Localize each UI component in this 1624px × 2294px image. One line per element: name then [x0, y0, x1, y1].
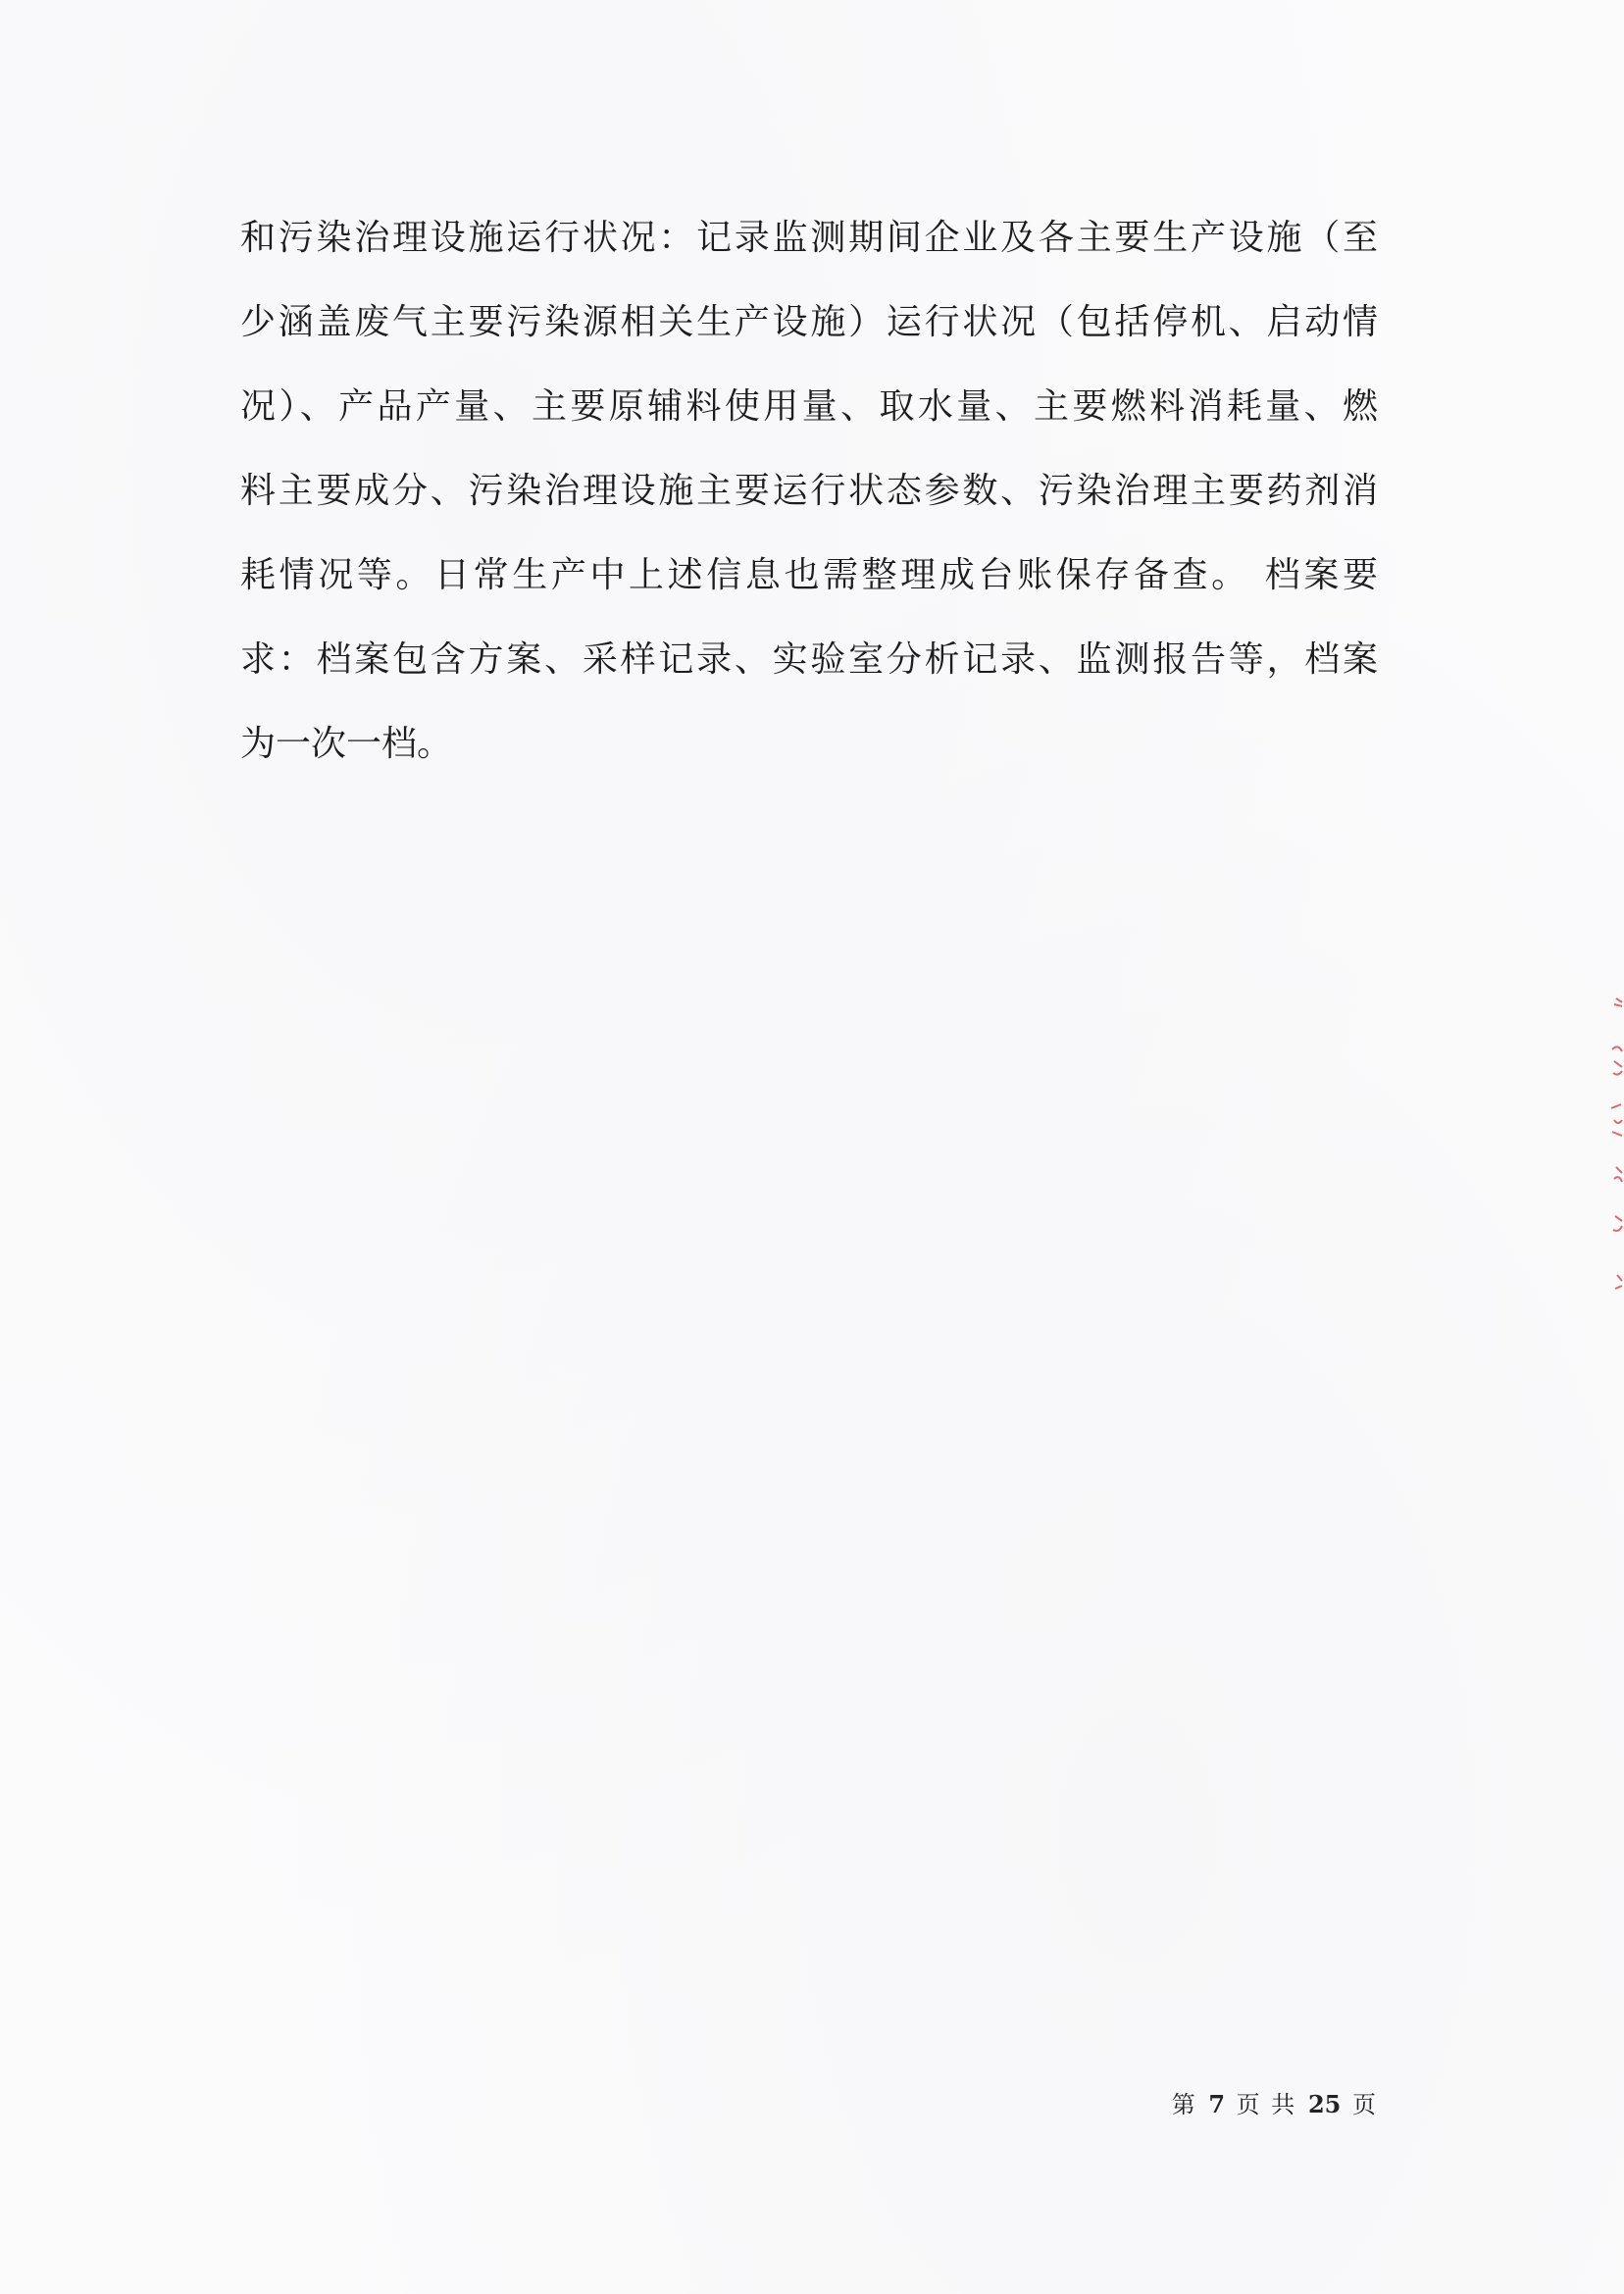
footer-prefix: 第: [1171, 2091, 1197, 2118]
seal-stamp-edge: [1602, 991, 1624, 1304]
footer-middle: 页 共: [1236, 2091, 1297, 2118]
paragraph-line-4: 料主要成分、污染治理设施主要运行状态参数、污染治理主要药剂消: [240, 471, 1378, 511]
total-page-number: 25: [1307, 2090, 1342, 2118]
paragraph-line-5: 耗情况等。日常生产中上述信息也需整理成台账保存备查。 档案要: [240, 555, 1378, 595]
paragraph-line-2: 少涵盖废气主要污染源相关生产设施）运行状况（包括停机、启动情: [240, 302, 1378, 342]
footer-suffix: 页: [1352, 2091, 1378, 2118]
page-number-footer: [1128, 2085, 1378, 2119]
body-paragraph: [240, 196, 1378, 787]
paragraph-line-1: 和污染治理设施运行状况：记录监测期间企业及各主要生产设施（至: [240, 218, 1378, 258]
seal-fragment-icon: [1602, 991, 1624, 1304]
paragraph-line-3: 况）、产品产量、主要原辅料使用量、取水量、主要燃料消耗量、燃: [240, 386, 1378, 427]
paragraph-line-7: 为一次一档。: [240, 724, 453, 764]
paragraph-line-6: 求：档案包含方案、采样记录、实验室分析记录、监测报告等，档案: [240, 639, 1378, 680]
current-page-number: 7: [1208, 2090, 1226, 2118]
